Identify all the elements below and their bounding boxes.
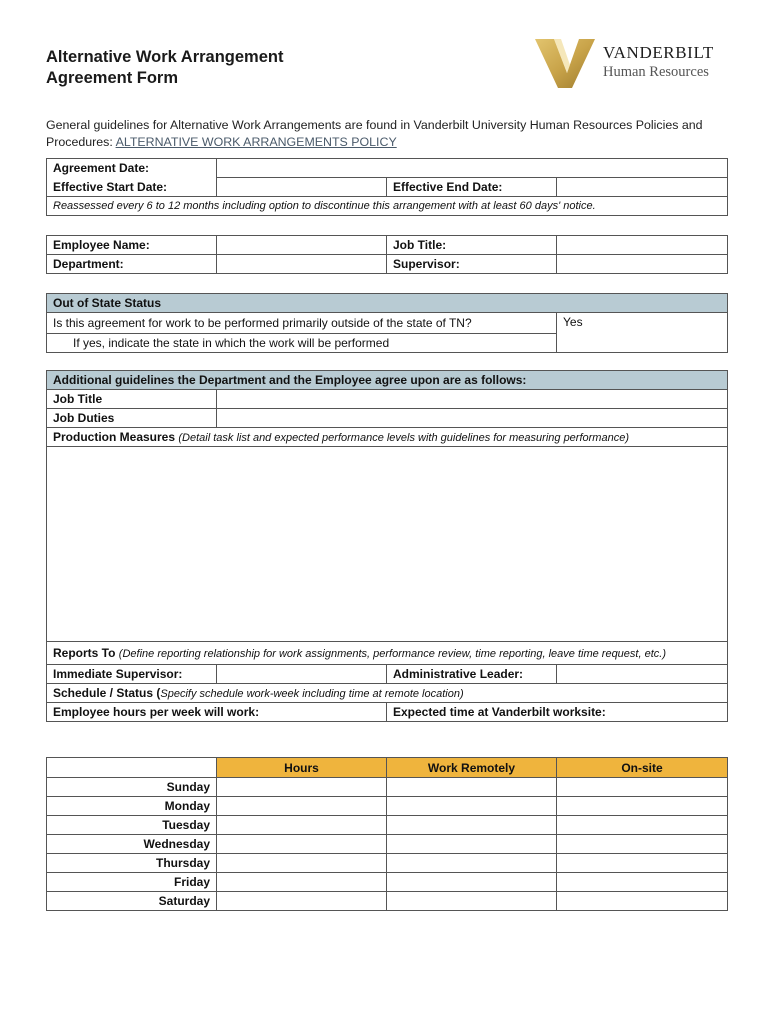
schedule-status-note: Specify schedule work-week including time at remote location) <box>160 688 464 700</box>
job-duties-field[interactable] <box>217 409 728 428</box>
col-work-remotely-header: Work Remotely <box>387 758 557 778</box>
wednesday-onsite-field[interactable] <box>557 835 728 854</box>
form-title <box>46 47 283 89</box>
day-thursday-label: Thursday <box>47 854 217 873</box>
guideline-job-title-field[interactable] <box>217 390 728 409</box>
day-wednesday-label: Wednesday <box>47 835 217 854</box>
friday-remote-field[interactable] <box>387 873 557 892</box>
friday-hours-field[interactable] <box>217 873 387 892</box>
supervisor-label: Supervisor: <box>387 255 557 274</box>
out-of-state-answer[interactable]: Yes <box>557 313 728 353</box>
title-line-2: Agreement Form <box>46 69 179 87</box>
friday-onsite-field[interactable] <box>557 873 728 892</box>
effective-start-field[interactable] <box>217 178 387 197</box>
thursday-remote-field[interactable] <box>387 854 557 873</box>
production-measures-row <box>47 428 728 447</box>
saturday-remote-field[interactable] <box>387 892 557 911</box>
monday-remote-field[interactable] <box>387 797 557 816</box>
logo-subtitle: Human Resources <box>603 64 709 80</box>
schedule-status-label: Schedule / Status <box>53 686 154 700</box>
reports-to-label: Reports To <box>53 646 116 660</box>
immediate-supervisor-field[interactable] <box>217 665 387 684</box>
administrative-leader-label: Administrative Leader: <box>387 665 557 684</box>
department-label: Department: <box>47 255 217 274</box>
department-field[interactable] <box>217 255 387 274</box>
agreement-date-label: Agreement Date: <box>47 159 217 178</box>
schedule-paren: ( <box>156 686 161 700</box>
logo-wordmark: VANDERBILT <box>603 43 714 62</box>
schedule-corner-cell <box>47 758 217 778</box>
sunday-remote-field[interactable] <box>387 778 557 797</box>
wednesday-hours-field[interactable] <box>217 835 387 854</box>
day-saturday-label: Saturday <box>47 892 217 911</box>
administrative-leader-field[interactable] <box>557 665 728 684</box>
intro-paragraph <box>46 117 736 151</box>
intro-text: General guidelines for Alternative Work Arrangements are found in Vanderbilt University Human Resources Policies and Procedures: <box>46 118 703 149</box>
day-sunday-label: Sunday <box>47 778 217 797</box>
immediate-supervisor-label: Immediate Supervisor: <box>47 665 217 684</box>
monday-onsite-field[interactable] <box>557 797 728 816</box>
production-measures-note: (Detail task list and expected performance levels with guidelines for measuring performance) <box>178 432 629 444</box>
agreement-date-field[interactable] <box>217 159 728 178</box>
thursday-onsite-field[interactable] <box>557 854 728 873</box>
job-title-label: Job Title: <box>387 236 557 255</box>
weekly-schedule-table <box>46 757 728 911</box>
production-measures-label: Production Measures <box>53 430 176 444</box>
day-monday-label: Monday <box>47 797 217 816</box>
day-friday-label: Friday <box>47 873 217 892</box>
day-tuesday-label: Tuesday <box>47 816 217 835</box>
job-duties-label: Job Duties <box>47 409 217 428</box>
policy-link[interactable]: ALTERNATIVE WORK ARRANGEMENTS POLICY <box>115 135 397 149</box>
effective-end-field[interactable] <box>557 178 728 197</box>
sunday-hours-field[interactable] <box>217 778 387 797</box>
effective-end-label: Effective End Date: <box>387 178 557 197</box>
saturday-hours-field[interactable] <box>217 892 387 911</box>
guideline-job-title-label: Job Title <box>47 390 217 409</box>
out-of-state-table <box>46 293 728 353</box>
supervisor-field[interactable] <box>557 255 728 274</box>
col-onsite-header: On-site <box>557 758 728 778</box>
schedule-status-row <box>47 684 728 703</box>
tuesday-onsite-field[interactable] <box>557 816 728 835</box>
expected-time-label: Expected time at Vanderbilt worksite: <box>387 703 728 722</box>
monday-hours-field[interactable] <box>217 797 387 816</box>
employee-table <box>46 235 728 274</box>
guidelines-table <box>46 370 728 722</box>
employee-name-field[interactable] <box>217 236 387 255</box>
production-measures-field[interactable] <box>47 447 728 642</box>
out-of-state-header: Out of State Status <box>47 294 728 313</box>
reassessment-note: Reassessed every 6 to 12 months including option to discontinue this arrangement with at least 60 days' notice. <box>47 197 728 216</box>
job-title-field[interactable] <box>557 236 728 255</box>
thursday-hours-field[interactable] <box>217 854 387 873</box>
reports-to-note: (Define reporting relationship for work assignments, performance review, time reporting, leave time request, etc.) <box>118 648 666 660</box>
out-of-state-question: Is this agreement for work to be performed primarily outside of the state of TN? <box>47 313 557 334</box>
tuesday-hours-field[interactable] <box>217 816 387 835</box>
vanderbilt-v-icon <box>534 37 596 89</box>
hours-per-week-label: Employee hours per week will work: <box>47 703 387 722</box>
saturday-onsite-field[interactable] <box>557 892 728 911</box>
dates-table <box>46 158 728 216</box>
title-line-1: Alternative Work Arrangement <box>46 48 284 66</box>
out-of-state-followup: If yes, indicate the state in which the work will be performed <box>47 334 557 353</box>
reports-to-row <box>47 642 728 665</box>
vanderbilt-logo <box>534 37 734 89</box>
guidelines-header: Additional guidelines the Department and the Employee agree upon are as follows: <box>47 371 728 390</box>
employee-name-label: Employee Name: <box>47 236 217 255</box>
col-hours-header: Hours <box>217 758 387 778</box>
wednesday-remote-field[interactable] <box>387 835 557 854</box>
tuesday-remote-field[interactable] <box>387 816 557 835</box>
sunday-onsite-field[interactable] <box>557 778 728 797</box>
effective-start-label: Effective Start Date: <box>47 178 217 197</box>
